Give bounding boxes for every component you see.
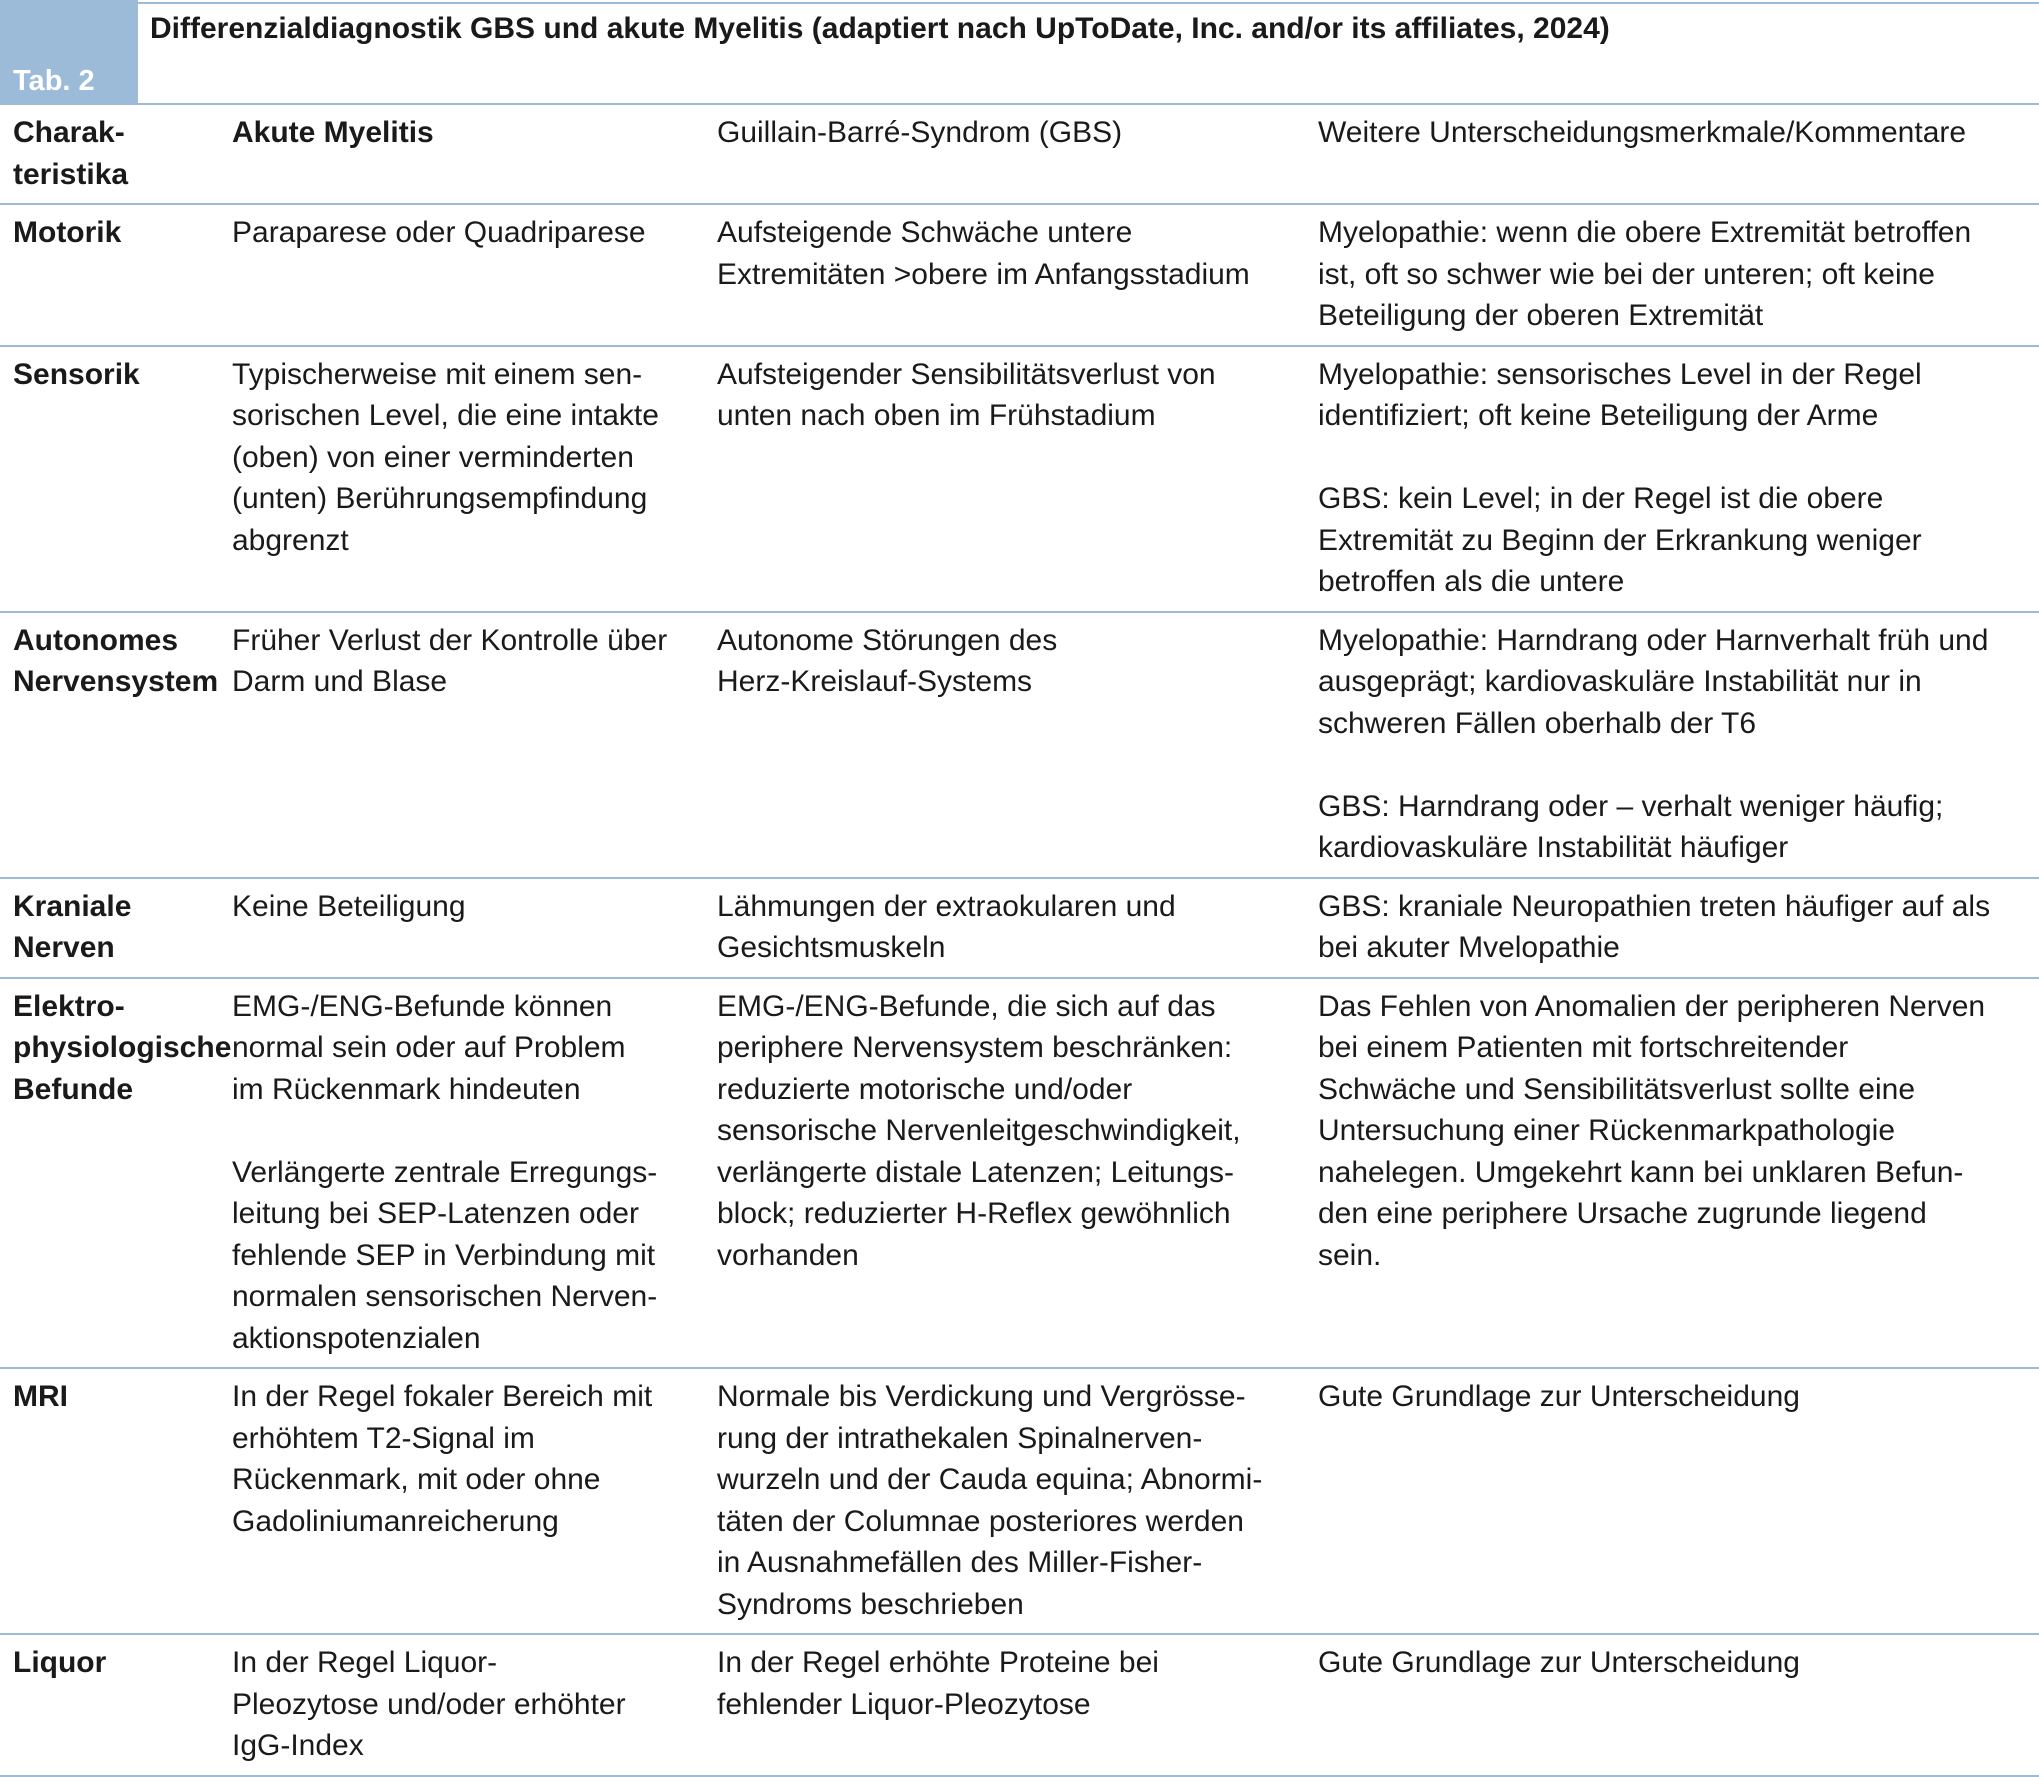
header-myelitis: Akute Myelitis [232,116,434,149]
table-row [0,977,2039,1368]
comment-cell: Gute Grundlage zur Unterscheidung [1318,1380,1800,1413]
comment-cell: Myelopathie: wenn die obere Extremität betroffen ist, oft so schwer wie bei der unteren; oft keine Beteiligung der oberen Extremität [1318,216,1972,332]
table-number: Tab. 2 [13,65,95,97]
table-title: Differenzialdiagnostik GBS und akute Myelitis (adaptiert nach UpToDate, Inc. and/or its affiliates, 2024) [150,12,1610,45]
table-header-row [0,103,2039,203]
row-label: Motorik [13,216,122,249]
gbs-cell: EMG-/ENG-Befunde, die sich auf das periphere Nervensystem beschränken: reduzierte motorische und/oder sensorische Nervenleitgeschwindigkeit, verlängerte distale Latenzen; Leitungs- block; reduzierter H-Reflex gewöhnlich vorhanden [717,989,1241,1272]
comment-cell: Myelopathie: sensorisches Level in der Regel identifiziert; oft keine Beteiligung der Arme GBS: kein Level; in der Regel ist die obere Extremität zu Beginn der Erkrankung weniger betroffen als die untere [1318,357,1922,598]
diagnosis-table [0,103,2039,1777]
comment-cell: GBS: kraniale Neuropathien treten häufiger auf als bei akuter Mvelopathie [1318,889,1991,964]
row-label: Liquor [13,1646,107,1679]
row-label: Autonomes Nervensystem [13,623,219,698]
table-row [0,1633,2039,1777]
myelitis-cell: Früher Verlust der Kontrolle über Darm und Blase [232,623,668,698]
row-label: MRI [13,1380,68,1413]
top-rule [138,2,2039,4]
myelitis-cell: EMG-/ENG-Befunde können normal sein oder auf Problem im Rückenmark hindeuten Verlängerte zentrale Erregungs- leitung bei SEP-Latenzen oder fehlende SEP in Verbindung mit normalen sensorischen Nerven- aktionspotenzialen [232,989,658,1355]
header-characteristics: Charak- teristika [13,116,129,191]
table-row [0,877,2039,977]
myelitis-cell: Typischerweise mit einem sen- sorischen Level, die eine intakte (oben) von einer verminderten (unten) Berührungsempfindung abgrenzt [232,357,659,557]
row-label: Sensorik [13,357,140,391]
table-row [0,1367,2039,1633]
myelitis-cell: In der Regel Liquor- Pleozytose und/oder erhöhter IgG-Index [232,1646,626,1762]
header-gbs: Guillain-Barré-Syndrom (GBS) [717,116,1123,149]
table-row [0,611,2039,877]
myelitis-cell: In der Regel fokaler Bereich mit erhöhtem T2-Signal im Rückenmark, mit oder ohne Gadoliniumanreicherung [232,1380,653,1538]
comment-cell: Gute Grundlage zur Unterscheidung [1318,1646,1800,1679]
table-number-badge [0,0,138,104]
gbs-cell: In der Regel erhöhte Proteine bei fehlender Liquor-Pleozytose [717,1646,1159,1721]
myelitis-cell: Paraparese oder Quadriparese [232,216,646,249]
row-label: Elektro- physiologische Befunde [13,989,232,1106]
comment-cell: Myelopathie: Harndrang oder Harnverhalt früh und ausgeprägt; kardiovaskuläre Instabilität nur in schweren Fällen oberhalb der T6 GBS: Harndrang oder – verhalt weniger häufig; kardiovaskuläre Instabilität häufiger [1318,623,1989,864]
header-comments: Weitere Unterscheidungsmerkmale/Kommentare [1318,116,1967,149]
gbs-cell: Normale bis Verdickung und Vergrösse- rung der intrathekalen Spinalnerven- wurzeln und der Cauda equina; Abnormi- täten der Columnae posteriores werden in Ausnahmefällen des Miller-Fisher- Syndroms beschrieben [717,1380,1263,1621]
row-label: Kraniale Nerven [13,889,132,964]
gbs-cell: Aufsteigender Sensibilitätsverlust von unten nach oben im Frühstadium [717,357,1216,432]
table-row [0,203,2039,345]
comment-cell: Das Fehlen von Anomalien der peripheren Nerven bei einem Patienten mit fortschreitender Schwäche und Sensibilitätsverlust sollte eine Untersuchung einer Rückenmarkpathologie nahelegen. Umgekehrt kann bei unklaren Befun- den eine periphere Ursache zugrunde liegend sein. [1318,989,1986,1272]
table-row [0,345,2039,611]
gbs-cell: Lähmungen der extraokularen und Gesichtsmuskeln [717,889,1176,964]
gbs-cell: Autonome Störungen des Herz-Kreislauf-Systems [717,623,1058,698]
gbs-cell: Aufsteigende Schwäche untere Extremitäten >obere im Anfangsstadium [717,216,1250,291]
myelitis-cell: Keine Beteiligung [232,889,466,923]
